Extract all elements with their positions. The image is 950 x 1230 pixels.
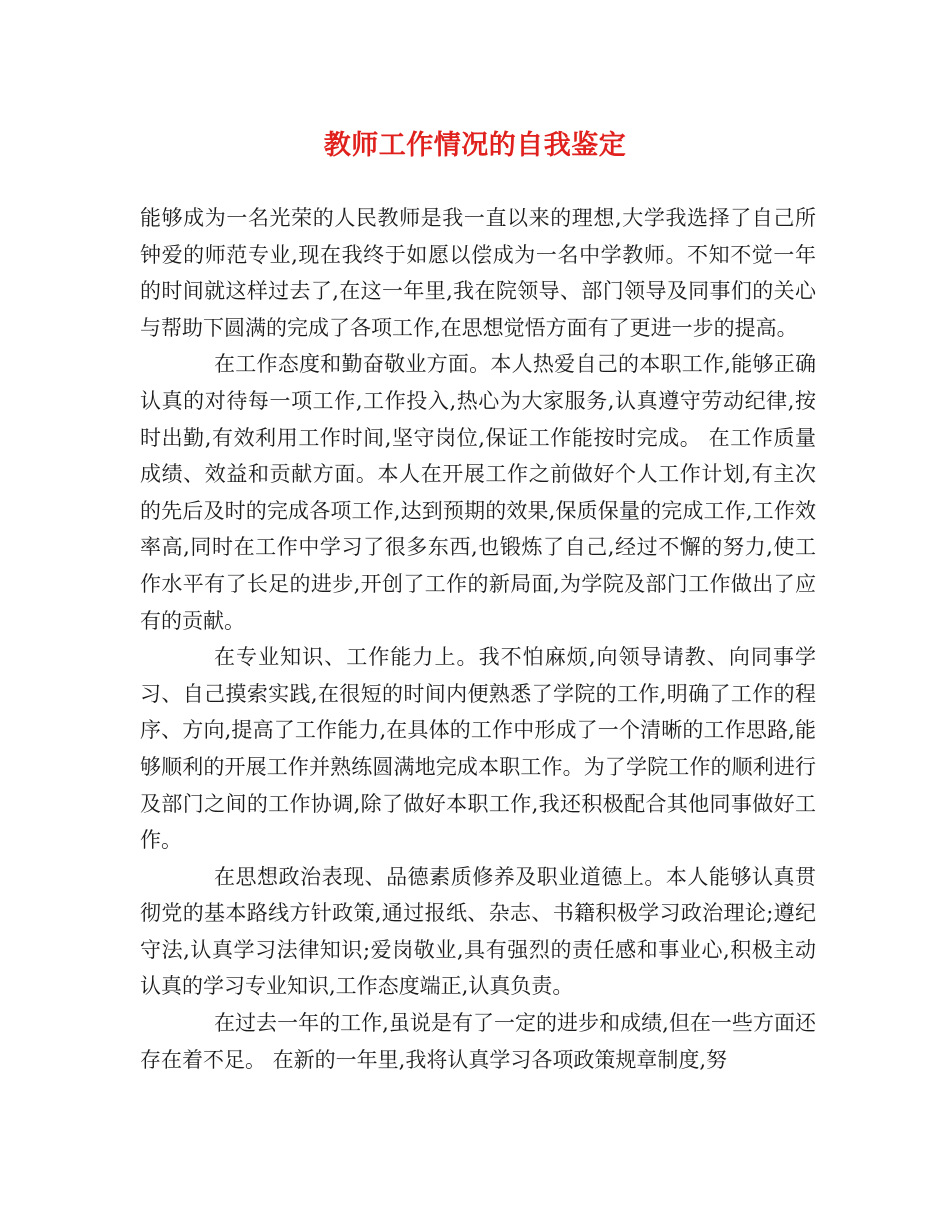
document-title: 教师工作情况的自我鉴定 xyxy=(323,130,627,161)
paragraph-2: 在工作态度和勤奋敬业方面。本人热爱自己的本职工作,能够正确认真的对待每一项工作,工作投入,热心为大家服务,认真遵守劳动纪律,按时出勤,有效利用工作时间,坚守岗位,保证工作能按时完成。 在工作质量成绩、效益和贡献方面。本人在开展工作之前做好个人工作计划,有主次的先后及时的完成各项工作,达到预期的效果,保质保量的完成工作,工作效率高,同时在工作中学习了很多东西,也锻炼了自己,经过不懈的努力,使工作水平有了长足的进步,开创了工作的新局面,为学院及部门工作做出了应有的贡献。 xyxy=(140,352,816,633)
paragraph-3: 在专业知识、工作能力上。我不怕麻烦,向领导请教、向同事学习、自己摸索实践,在很短的时间内便熟悉了学院的工作,明确了工作的程序、方向,提高了工作能力,在具体的工作中形成了一个清晰的工作思路,能够顺利的开展工作并熟练圆满地完成本职工作。为了学院工作的顺利进行及部门之间的工作协调,除了做好本职工作,我还积极配合其他同事做好工作。 xyxy=(140,645,816,853)
document-body xyxy=(140,200,816,1078)
paragraph-1: 能够成为一名光荣的人民教师是我一直以来的理想,大学我选择了自己所钟爱的师范专业,现在我终于如愿以偿成为一名中学教师。不知不觉一年的时间就这样过去了,在这一年里,我在院领导、部门领导及同事们的关心与帮助下圆满的完成了各项工作,在思想觉悟方面有了更进一步的提高。 xyxy=(140,206,816,340)
paragraph-4: 在思想政治表现、品德素质修养及职业道德上。本人能够认真贯彻党的基本路线方针政策,通过报纸、杂志、书籍积极学习政治理论;遵纪守法,认真学习法律知识;爱岗敬业,具有强烈的责任感和事业心,积极主动认真的学习专业知识,工作态度端正,认真负责。 xyxy=(140,864,816,999)
paragraph-5: 在过去一年的工作,虽说是有了一定的进步和成绩,但在一些方面还存在着不足。 在新的一年里,我将认真学习各项政策规章制度,努 xyxy=(140,1011,816,1072)
